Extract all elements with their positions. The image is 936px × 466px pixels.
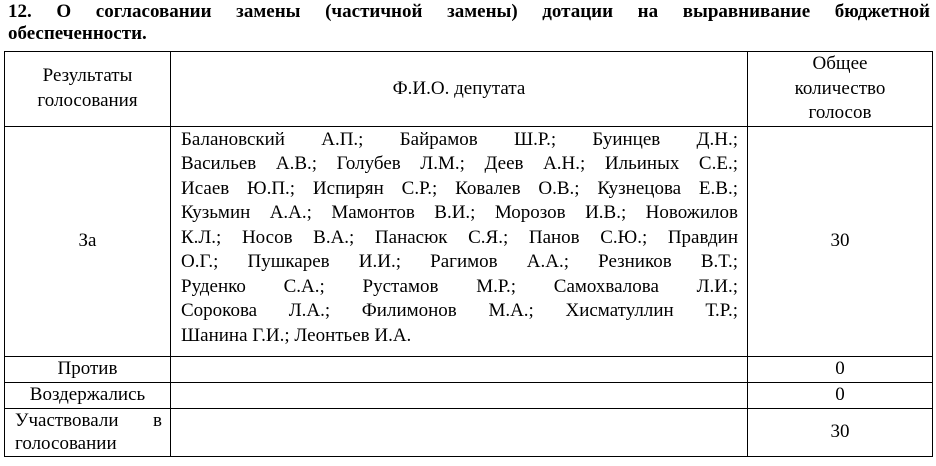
vote-count-vozderzhalis: 0 <box>748 382 933 408</box>
names-line: Васильев А.В.; Голубев Л.М.; Деев А.Н.; Ильиных С.Е.; <box>181 153 738 174</box>
table-row-vozderzhalis <box>5 382 933 408</box>
heading-line-1: 12. О согласовании замены (частичной замены) дотации на выравнивание бюджетной <box>8 1 930 22</box>
deputy-names-uchastvovali <box>171 408 748 456</box>
agenda-item-heading <box>8 1 930 45</box>
header-total-votes: Общее количество голосов <box>748 52 933 127</box>
vote-count-za: 30 <box>748 126 933 356</box>
heading-line-2: обеспеченности. <box>8 23 147 44</box>
result-label-uchastvovali: Участвовали в голосовании <box>5 408 171 456</box>
result-label-za: За <box>5 126 171 356</box>
deputy-names-za <box>171 126 748 356</box>
names-line: Кузьмин А.А.; Мамонтов В.И.; Морозов И.В.; Новожилов <box>181 202 738 223</box>
header-results: Результаты голосования <box>5 52 171 127</box>
result-label-vozderzhalis: Воздержались <box>5 382 171 408</box>
header-deputy-name: Ф.И.О. депутата <box>171 52 748 127</box>
deputy-names-vozderzhalis <box>171 382 748 408</box>
table-row-uchastvovali <box>5 408 933 456</box>
names-line: Шанина Г.И.; Леонтьев И.А. <box>181 324 412 346</box>
names-line: О.Г.; Пушкарев И.И.; Рагимов А.А.; Резников В.Т.; <box>181 251 738 272</box>
names-line: Сорокова Л.А.; Филимонов М.А.; Хисматуллин Т.Р.; <box>181 300 738 321</box>
names-line: К.Л.; Носов В.А.; Панасюк С.Я.; Панов С.Ю.; Правдин <box>181 226 738 248</box>
vote-count-uchastvovali: 30 <box>748 408 933 456</box>
names-line: Балановский А.П.; Байрамов Ш.Р.; Буинцев Д.Н.; <box>181 128 738 150</box>
names-line: Руденко С.А.; Рустамов М.Р.; Самохвалова Л.И.; <box>181 275 738 297</box>
names-line: Исаев Ю.П.; Испирян С.Р.; Ковалев О.В.; Кузнецова Е.В.; <box>181 177 738 199</box>
deputy-names-protiv <box>171 356 748 382</box>
table-row-za <box>5 126 933 356</box>
vote-count-protiv: 0 <box>748 356 933 382</box>
voting-results-table <box>4 51 933 457</box>
result-label-protiv: Против <box>5 356 171 382</box>
table-row-protiv <box>5 356 933 382</box>
table-header-row <box>5 52 933 127</box>
